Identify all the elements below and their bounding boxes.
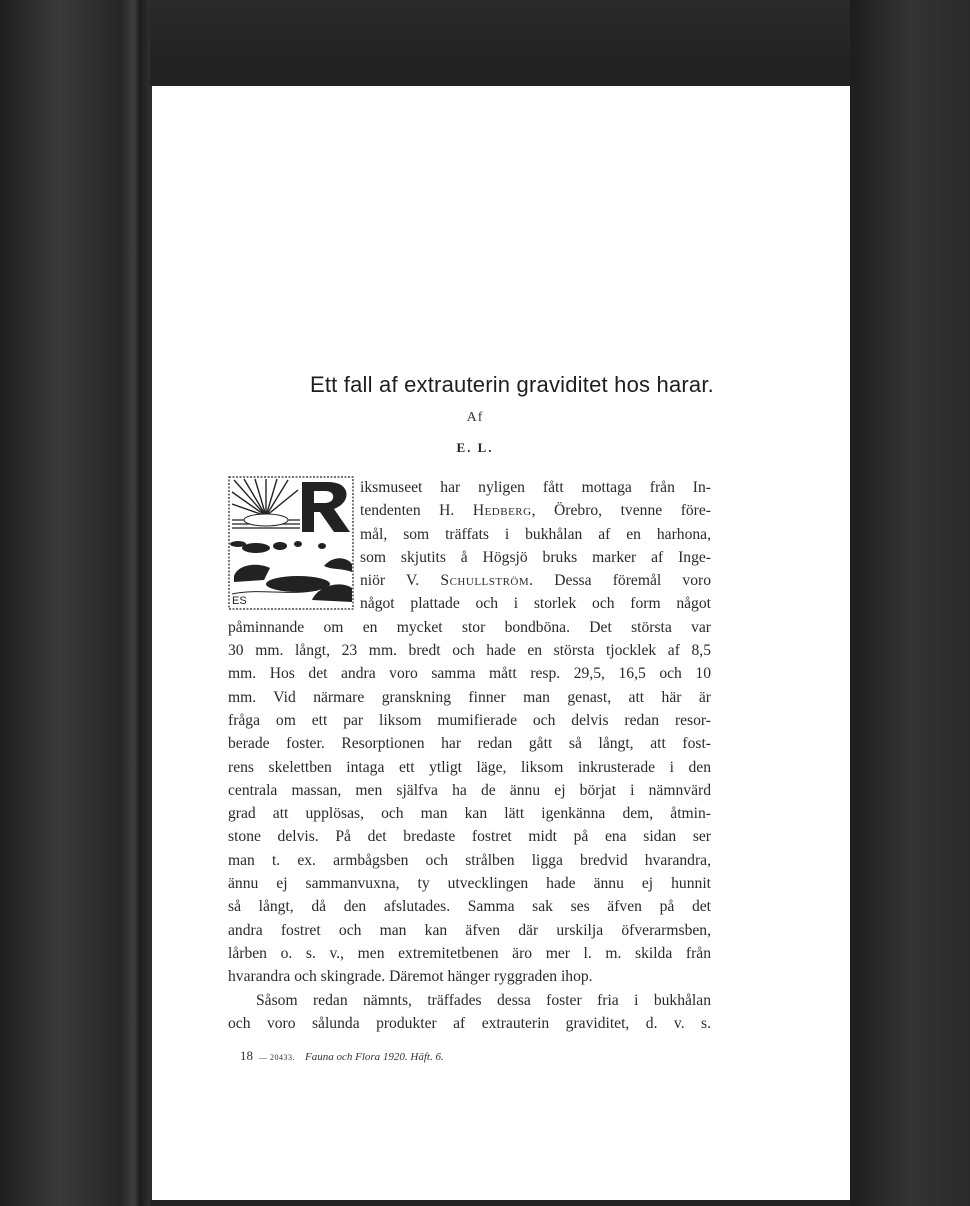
document-page [152, 86, 850, 1200]
body-line-part: niör V. [360, 572, 441, 590]
body-line: centrala massan, men själfva ha de ännu ej börjat i nämnvärd [228, 781, 711, 799]
body-line: stone delvis. På det bredaste fostret midt på ena sidan ser [228, 828, 711, 846]
print-number: — 20433. [259, 1053, 295, 1062]
body-line: man t. ex. armbågsben och strålben ligga bredvid hvarandra, [228, 851, 711, 869]
person-name-hedberg: Hedberg [472, 502, 532, 520]
article-title: Ett fall af extrauterin graviditet hos harar. [310, 372, 714, 397]
scan-top-edge [150, 0, 850, 86]
body-line: lårben o. s. v., men extremitetbenen äro mer l. m. skilda från [228, 944, 711, 962]
body-line: påminnande om en mycket stor bondböna. Det största var [228, 618, 711, 636]
body-line: så långt, då den afslutades. Samma sak ses äfven på det [228, 898, 711, 916]
monogram-text: ES [232, 595, 247, 607]
body-line: berade foster. Resorptionen har redan gått så långt, att fost- [228, 735, 711, 753]
body-line: som skjutits å Högsjö bruks marker af Inge- [360, 548, 711, 566]
scan-bottom-edge [150, 1200, 850, 1206]
body-line: rens skelettben intaga ett ytligt läge, liksom inkrusterade i den [228, 758, 711, 776]
body-line: mm. Hos det andra voro samma mått resp. 29,5, 16,5 och 10 [228, 665, 711, 683]
article-body [228, 476, 711, 1035]
body-line: och voro sålunda produkter af extrauterin graviditet, d. v. s. [228, 1014, 711, 1032]
body-line: iksmuseet har nyligen fått mottaga från In- [360, 479, 711, 496]
body-line-part: tendenten H. [360, 502, 473, 520]
body-line: mm. Vid närmare granskning finner man genast, att här är [228, 688, 711, 706]
body-line-part: , Örebro, tvenne före- [531, 502, 711, 520]
body-line: hvarandra och skingrade. Däremot hänger ryggraden ihop. [228, 968, 593, 986]
person-name-schullstrom: Schullström [440, 572, 530, 590]
body-line [360, 499, 711, 522]
body-line: grad att upplösas, och man kan lätt igenkänna dem, åtmin- [228, 805, 711, 823]
byline-af: Af [466, 410, 484, 425]
body-line: fråga om ett par liksom mumifierade och delvis redan resor- [228, 711, 711, 729]
body-line: andra fostret och man kan äfven där urskilja öfverarmsben, [228, 921, 711, 939]
signature-mark: 18 [240, 1048, 253, 1063]
body-line: 30 mm. långt, 23 mm. bredt och hade en största tjocklek af 8,5 [228, 642, 711, 660]
body-line: mål, som träffats i bukhålan af en harhona, [360, 525, 711, 543]
body-line: ännu ej sammanvuxna, ty utvecklingen hade ännu ej hunnit [228, 875, 711, 893]
body-line: något plattade och i storlek och form något [360, 595, 711, 613]
page-footer [240, 1048, 640, 1064]
body-line-part: . Dessa föremål voro [529, 572, 711, 590]
body-line: Såsom redan nämnts, träffades dessa foster fria i bukhålan [256, 991, 711, 1009]
body-line [360, 569, 711, 592]
journal-reference: Fauna och Flora 1920. Häft. 6. [305, 1051, 444, 1063]
scan-right-edge [850, 0, 970, 1206]
byline-author: E. L. [456, 440, 494, 455]
